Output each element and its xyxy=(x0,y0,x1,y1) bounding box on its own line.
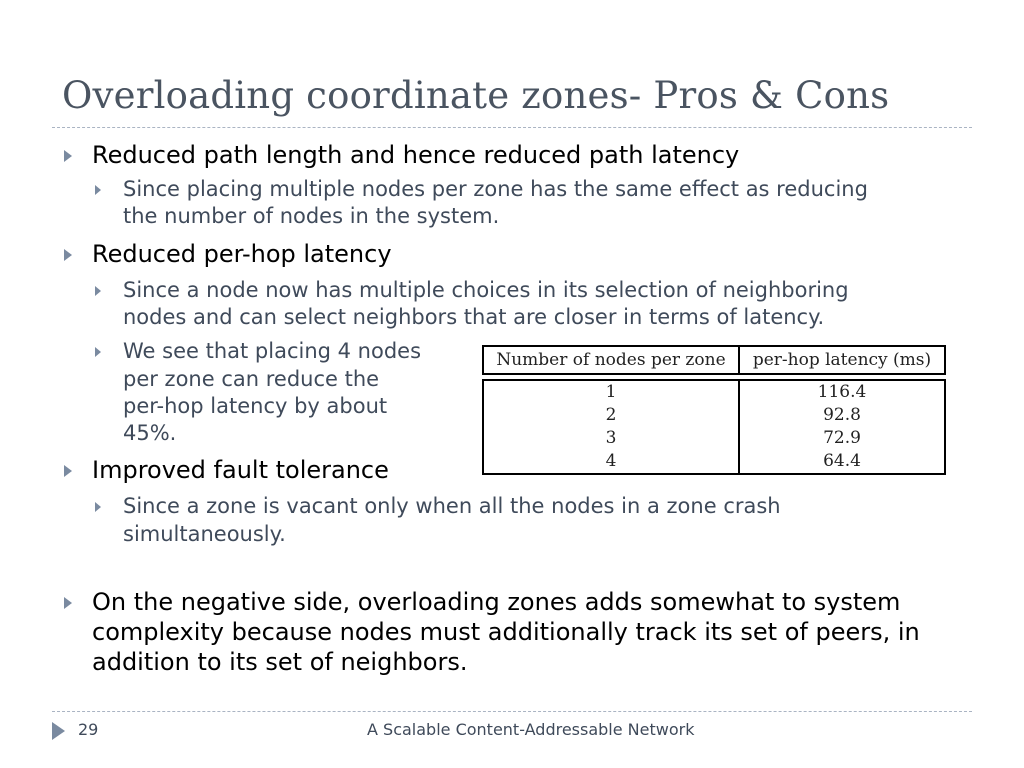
table-cell-nodes: 3 xyxy=(482,427,739,450)
sub-bullet-1-1-line1: Since placing multiple nodes per zone has the same effect as reducing xyxy=(123,177,868,201)
sub-bullet-2-2-line1: We see that placing 4 nodes xyxy=(123,339,422,363)
footer-text: A Scalable Content-Addressable Network xyxy=(367,720,695,739)
table-cell-nodes: 1 xyxy=(482,379,739,404)
table-header-row xyxy=(482,345,946,375)
next-slide-arrow-icon[interactable] xyxy=(52,722,65,740)
bullet-arrow-icon xyxy=(64,597,72,609)
table-header-nodes: Number of nodes per zone xyxy=(482,345,739,375)
title-divider xyxy=(52,127,972,128)
sub-bullet-1-1-line2: the number of nodes in the system. xyxy=(123,204,500,228)
table-cell-nodes: 2 xyxy=(482,404,739,427)
sub-bullet-2-1-line2: nodes and can select neighbors that are closer in terms of latency. xyxy=(123,305,825,329)
table-row xyxy=(482,427,946,450)
bullet-arrow-icon xyxy=(64,465,72,477)
table-cell-nodes: 4 xyxy=(482,450,739,475)
sub-bullet-arrow-icon xyxy=(95,347,101,357)
table-cell-latency: 92.8 xyxy=(739,404,946,427)
bullet-2-text: Reduced per-hop latency xyxy=(92,240,392,268)
table-cell-latency: 72.9 xyxy=(739,427,946,450)
page-number: 29 xyxy=(78,720,99,739)
sub-bullet-2-2-line3: per-hop latency by about xyxy=(123,394,388,418)
bullet-4-text: On the negative side, overloading zones adds somewhat to system complexity because nodes must additionally track its set of peers, in addition to its set of neighbors. xyxy=(92,588,920,676)
bullet-arrow-icon xyxy=(64,150,72,162)
bullet-arrow-icon xyxy=(64,249,72,261)
table-header-latency: per-hop latency (ms) xyxy=(739,345,946,375)
sub-bullet-arrow-icon xyxy=(95,185,101,195)
sub-bullet-3-1-line2: simultaneously. xyxy=(123,522,286,546)
sub-bullet-arrow-icon xyxy=(95,286,101,296)
table-row xyxy=(482,404,946,427)
table-cell-latency: 64.4 xyxy=(739,450,946,475)
table-cell-latency: 116.4 xyxy=(739,379,946,404)
footer-divider xyxy=(52,711,972,712)
sub-bullet-2-2-line2: per zone can reduce the xyxy=(123,367,380,391)
bullet-3-text: Improved fault tolerance xyxy=(92,456,389,484)
slide-title: Overloading coordinate zones- Pros & Cons xyxy=(62,74,890,117)
bullet-1-text: Reduced path length and hence reduced path latency xyxy=(92,141,740,169)
table-row xyxy=(482,379,946,404)
latency-table xyxy=(482,345,946,475)
sub-bullet-3-1-line1: Since a zone is vacant only when all the nodes in a zone crash xyxy=(123,494,781,518)
sub-bullet-arrow-icon xyxy=(95,502,101,512)
table-row xyxy=(482,450,946,475)
sub-bullet-2-1-line1: Since a node now has multiple choices in its selection of neighboring xyxy=(123,278,849,302)
sub-bullet-2-2-line4: 45%. xyxy=(123,421,177,445)
